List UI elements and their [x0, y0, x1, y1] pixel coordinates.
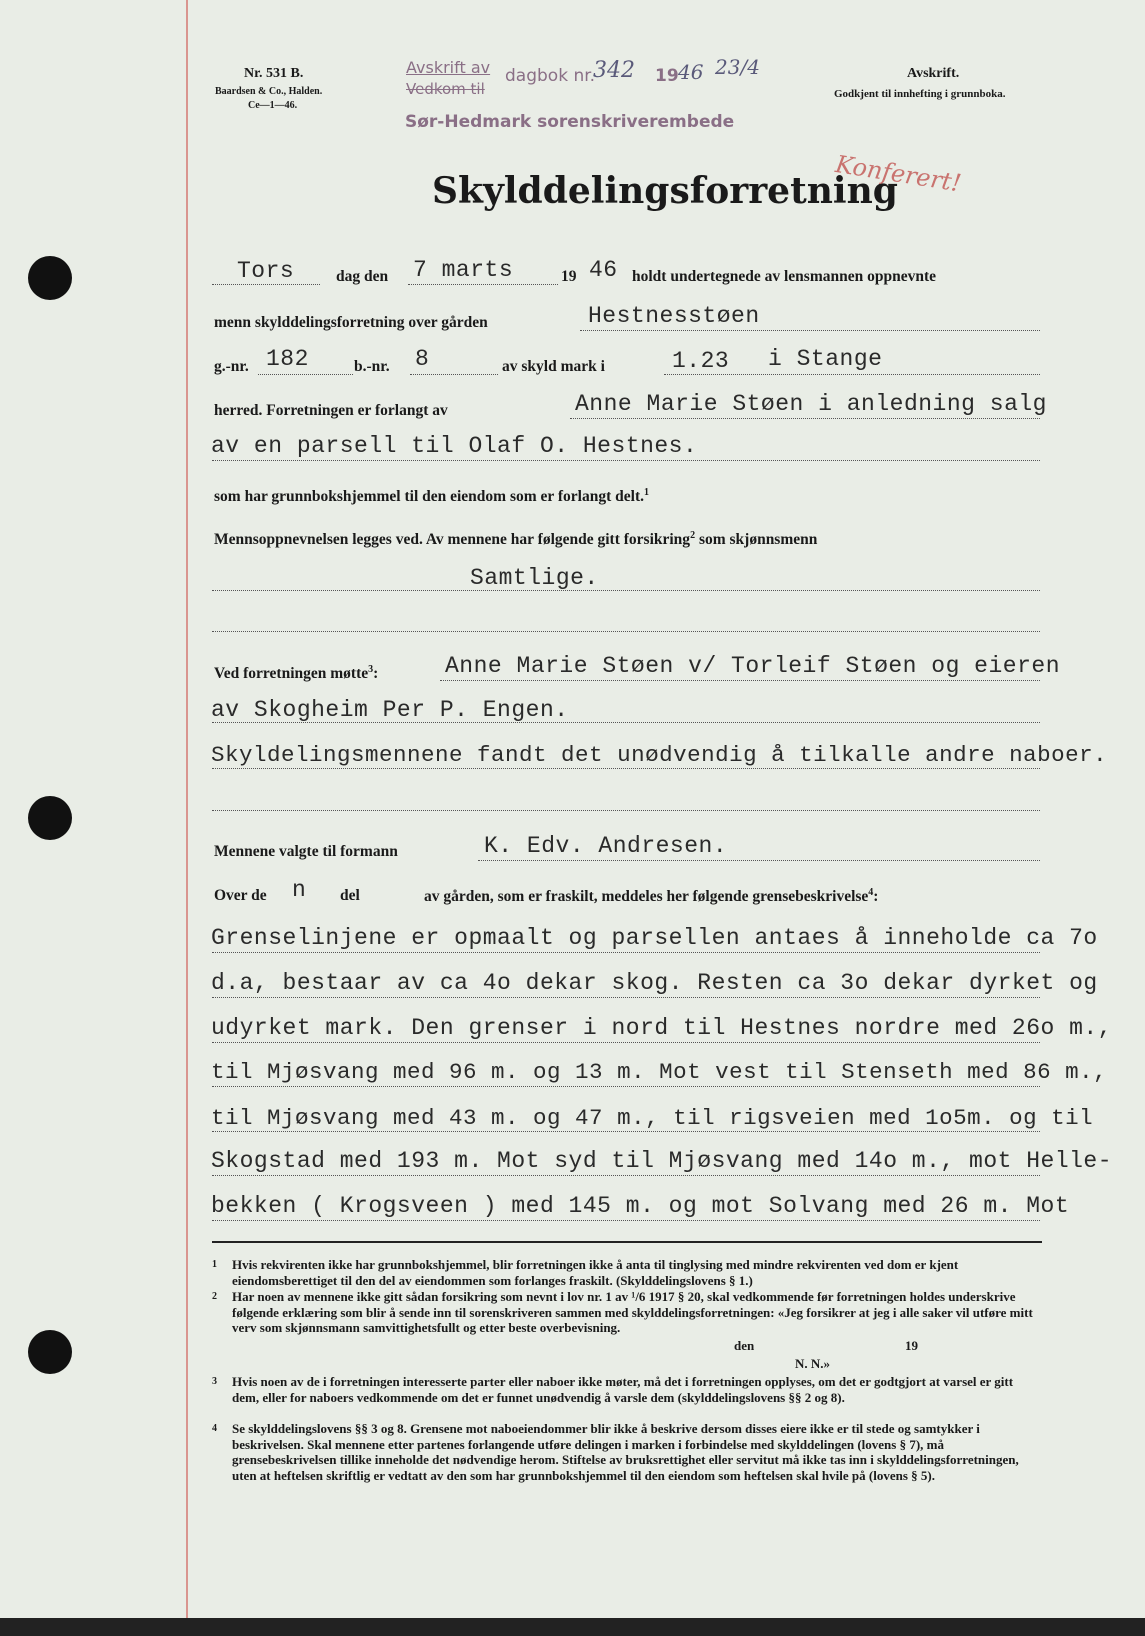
description-line: til Mjøsvang med 96 m. og 13 m. Mot vest til Stenseth med 86 m.,	[211, 1059, 1108, 1085]
fill-line	[212, 768, 1040, 769]
mennsopp-text: Mennsoppnevnelsen legges ved. Av mennene har følgende gitt forsikring$^2$ som skjønnsmenn	[214, 530, 818, 549]
print-code: Ce—1—46.	[248, 100, 298, 111]
over-de-n: n	[292, 877, 307, 903]
herred-text: herred. Forretningen er forlangt av	[214, 402, 448, 419]
fill-line	[408, 284, 558, 285]
description-line: Skogstad med 193 m. Mot syd til Mjøsvang med 14o m., mot Helle-	[211, 1148, 1113, 1174]
holdt-text: holdt undertegnede av lensmannen oppnevnte	[632, 268, 937, 285]
fn2-nn: N. N.»	[795, 1356, 831, 1371]
godkjent-label: Godkjent til innhefting i grunnboka.	[834, 88, 1006, 100]
stamp-avskrift-av: Avskrift av	[406, 58, 491, 77]
gnr-label: g.-nr.	[214, 358, 249, 375]
footnote-rule	[212, 1241, 1042, 1243]
form-number: Nr. 531 B.	[244, 66, 304, 81]
fill-line	[570, 418, 1040, 419]
farm-name: Hestnesstøen	[588, 303, 760, 329]
punch-hole	[28, 1330, 72, 1374]
description-line: udyrket mark. Den grenser i nord til Hestnes nordre med 26o m.,	[211, 1015, 1113, 1041]
dagbok-label: dagbok nr.	[505, 66, 596, 86]
fill-line	[212, 590, 1040, 591]
fn2-year: 19	[905, 1338, 918, 1353]
scan-edge	[0, 1618, 1145, 1636]
fill-line	[212, 997, 1040, 998]
grunnbok-text: som har grunnbokshjemmel til den eiendom som er forlangt delt.$^1$	[214, 487, 649, 506]
samtlige: Samtlige.	[470, 565, 599, 591]
formann-name: K. Edv. Andresen.	[484, 833, 728, 859]
fill-line	[212, 1086, 1040, 1087]
motte-line-3: Skyldelingsmennene fandt det unødvendig å tilkalle andre naboer.	[211, 742, 1108, 768]
fill-line	[410, 374, 498, 375]
document-title: Skylddelingsforretning	[432, 170, 898, 212]
stamp-vedkom: Vedkom til	[406, 80, 485, 98]
fill-line	[212, 284, 320, 285]
del-label: del	[340, 887, 360, 904]
fill-line	[212, 1131, 1040, 1132]
fill-line	[580, 330, 1040, 331]
requested-by-2: av en parsell til Olaf O. Hestnes.	[211, 433, 698, 459]
fill-line	[664, 374, 1040, 375]
punch-hole	[28, 256, 72, 300]
weekday: Tors	[237, 258, 295, 284]
fraskilt-text: av gården, som er fraskilt, meddeles her følgende grensebeskrivelse$^4$:	[424, 887, 879, 906]
date-value: 7 marts	[413, 257, 514, 283]
year-prefix: 19	[561, 268, 577, 285]
publisher: Baardsen & Co., Halden.	[215, 86, 323, 97]
skyld-label: av skyld mark i	[502, 358, 605, 375]
over-de-label: Over de	[214, 887, 267, 904]
fill-line	[212, 952, 1040, 953]
footnote-3: 3 Hvis noen av de i forretningen interesserte parter eller naboer ikke møter, må det i forretningen opplyses, om det er godtgjort at varsel er gitt dem, eller for naboers vedkommende om det er funnet unødvendig å varsle dem (skylddelingslovens §§ 2 og 8).	[212, 1374, 1014, 1405]
punch-hole	[28, 796, 72, 840]
fill-line	[212, 1042, 1040, 1043]
footnote-1: 1 Hvis rekvirenten ikke har grunnbokshjemmel, blir forretningen ikke å anta til tinglysing med mindre rekvirenten ved dom er kjent eiendomsberettiget til den del av eiendommen som forlanges fraskilt. (Skylddelingslovens § 1.)	[212, 1257, 959, 1288]
requested-by: Anne Marie Støen i anledning salg	[575, 391, 1047, 417]
dagbok-year-prefix: 19	[655, 66, 679, 86]
description-line: Grenselinjene er opmaalt og parsellen antaes å inneholde ca 7o	[211, 925, 1098, 951]
description-line: bekken ( Krogsveen ) med 145 m. og mot Solvang med 26 m. Mot	[211, 1193, 1070, 1219]
fill-line	[212, 1220, 1040, 1221]
fn2-den: den	[734, 1338, 755, 1353]
bnr-value: 8	[415, 346, 430, 372]
fill-line	[212, 460, 1040, 461]
dag-den-label: dag den	[336, 268, 389, 285]
gnr-value: 182	[266, 346, 309, 372]
description-line: til Mjøsvang med 43 m. og 47 m., til rigsveien med 1o5m. og til	[211, 1105, 1094, 1131]
fill-line	[440, 680, 1040, 681]
footnote-4: 4 Se skylddelingslovens §§ 3 og 8. Grensene mot naboeiendommer blir ikke å beskrive dersom disses eiere ikke er til stede og samtykker i beskrivelsen. Skal mennene etter partenes forlangende utføre delingen i marken i forbindelse med skylddelingen (lovens § 7), må grensebeskrivelsen tillike inneholde det nødvendige herom. Stiftelse av bruksrettighet eller servitut må ikke tas inn i skylddelingsforretningen, uten at heftelsen skriftlig er vedtatt av den som har grunnbokshjemmel til den eiendom som heftelsen skal hvile på (lovens § 5).	[212, 1421, 1019, 1483]
footnote-2: 2 Har noen av mennene ikke gitt sådan forsikring som nevnt i lov nr. 1 av ¹/6 1917 § 20, skal vedkommende før forretningen holdes underskrive følgende erklæring som blir å sende inn til sorenskriveren sammen med skylddelingsforretningen: «Jeg forsikrer at jeg i alle saker vil utføre mitt verv som skjønnsmann samvittighetsfullt og etter beste overbevisning.	[212, 1289, 1033, 1335]
skyld-value: 1.23	[672, 348, 730, 374]
fill-line	[212, 810, 1040, 811]
office-stamp: Sør-Hedmark sorenskriverembede	[405, 112, 735, 132]
avskrift-label: Avskrift.	[907, 66, 960, 81]
year-value: 46	[589, 257, 618, 283]
motte-label: Ved forretningen møtte$^3$:	[214, 664, 379, 683]
fill-line	[212, 631, 1040, 632]
motte-line-2: av Skogheim Per P. Engen.	[211, 697, 569, 723]
description-line: d.a, bestaar av ca 4o dekar skog. Resten ca 3o dekar dyrket og	[211, 970, 1098, 996]
motte-line-1: Anne Marie Støen v/ Torleif Støen og eieren	[445, 653, 1060, 679]
fill-line	[212, 1175, 1040, 1176]
date-note: 23/4	[715, 55, 760, 79]
fill-line	[258, 374, 353, 375]
menn-text: menn skylddelingsforretning over gården	[214, 314, 488, 331]
bnr-label: b.-nr.	[354, 358, 390, 375]
margin-line	[186, 0, 188, 1636]
municipality: i Stange	[768, 346, 883, 372]
konferert-stamp: Konferert!	[833, 150, 964, 198]
dagbok-year: 46	[678, 60, 704, 84]
fill-line	[212, 722, 1040, 723]
dagbok-number: 342	[593, 58, 635, 83]
formann-label: Mennene valgte til formann	[214, 843, 398, 860]
fill-line	[478, 860, 1040, 861]
